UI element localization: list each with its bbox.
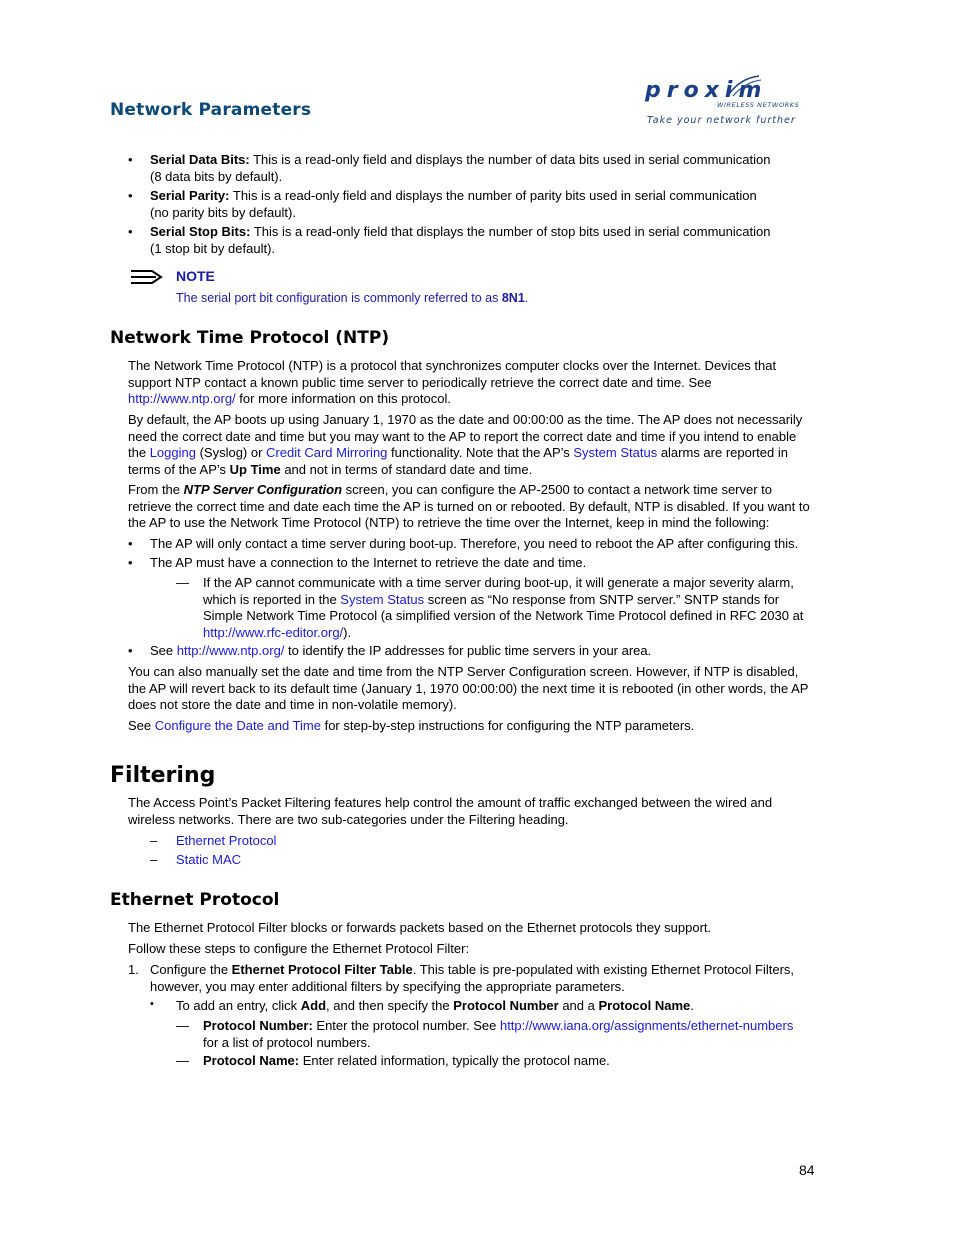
bullet-icon: • — [128, 536, 133, 551]
credit-card-mirroring-link[interactable]: Credit Card Mirroring — [266, 445, 388, 460]
em-dash-marker: — — [176, 1018, 189, 1033]
ethernet-paragraph-2: Follow these steps to configure the Ethernet Protocol Filter: — [128, 941, 470, 956]
list-item: To add an entry, click Add, and then specify the Protocol Number and a Protocol Name. — [176, 998, 694, 1013]
bullet-icon: • — [150, 998, 154, 1010]
system-status-link[interactable]: System Status — [573, 445, 658, 460]
sub-list-item: If the AP cannot communicate with a time server during boot-up, it will generate a major severity alarm, which is reported in the System Status screen as “No response from SNTP server.” SNTP stands for Simple Network Time Protocol (a simplified version of the Network Time Protocol defined in RFC 2030 at http://www.rfc-editor.org/). — [203, 575, 804, 640]
configure-date-time-link[interactable]: Configure the Date and Time — [154, 718, 321, 733]
iana-ethernet-numbers-link[interactable]: http://www.iana.org/assignments/ethernet-numbers — [499, 1018, 794, 1033]
em-dash-marker: — — [176, 1053, 189, 1068]
ntp-paragraph-1: The Network Time Protocol (NTP) is a protocol that synchronizes computer clocks over the Internet. Devices that support NTP contact a known public time server to periodically retrieve the correct date and time. See http://www.ntp.org/ for more information on this protocol. — [128, 358, 777, 406]
sub-list-item: Protocol Name: Enter related information, typically the protocol name. — [203, 1053, 610, 1068]
ntp-org-link[interactable]: http://www.ntp.org/ — [128, 391, 236, 406]
ntp-paragraph-3: From the NTP Server Configuration screen, you can configure the AP-2500 to contact a network time server to retrieve the correct time and date each time the AP is turned on or rebooted. By default, NTP is disabled. If you want to the AP to use the Network Time Protocol (NTP) to retrieve the time over the Internet, keep in mind the following: — [128, 482, 810, 530]
logo-swoosh-icon — [725, 74, 765, 98]
term: Serial Stop Bits: — [150, 224, 251, 239]
dash-marker: – — [150, 852, 158, 867]
desc: This is a read-only field and displays the number of data bits used in serial communication — [253, 152, 771, 167]
system-status-link[interactable]: System Status — [340, 591, 425, 607]
ethernet-protocol-heading: Ethernet Protocol — [110, 890, 280, 910]
bullet-icon: • — [128, 224, 133, 239]
note-arrow-icon — [130, 268, 164, 286]
step-number: 1. — [128, 962, 139, 977]
dash-marker: – — [150, 833, 158, 848]
ntp-heading: Network Time Protocol (NTP) — [110, 328, 390, 348]
logging-link[interactable]: Logging — [149, 445, 196, 460]
list-item — [150, 224, 770, 257]
bullet-icon: • — [128, 643, 133, 658]
em-dash-marker: — — [176, 575, 189, 590]
term: Serial Data Bits: — [150, 152, 250, 167]
desc: This is a read-only field that displays the number of stop bits used in serial communication — [253, 224, 771, 239]
list-item: See http://www.ntp.org/ to identify the IP addresses for public time servers in your area. — [150, 643, 652, 658]
filtering-heading: Filtering — [110, 763, 216, 788]
bullet-icon: • — [128, 152, 133, 167]
logo-tagline: Take your network further — [647, 115, 796, 126]
sub-list-item: Protocol Number: Enter the protocol number. See http://www.iana.org/assignments/ethernet-numbers for a list of protocol numbers. — [203, 1018, 794, 1050]
rfc-editor-link[interactable]: http://www.rfc-editor.org/ — [203, 624, 344, 640]
static-mac-link[interactable]: Static MAC — [176, 852, 242, 867]
desc-cont: (8 data bits by default). — [150, 168, 283, 184]
ethernet-paragraph-1: The Ethernet Protocol Filter blocks or forwards packets based on the Ethernet protocols they support. — [128, 920, 712, 935]
list-item: The AP must have a connection to the Internet to retrieve the date and time. — [150, 555, 587, 570]
logo-subtitle: WIRELESS NETWORKS — [717, 101, 800, 109]
filtering-paragraph: The Access Point’s Packet Filtering features help control the amount of traffic exchanged between the wired and wireless networks. There are two sub-categories under the Filtering heading. — [128, 795, 773, 827]
bullet-icon: • — [128, 555, 133, 570]
page-number: 84 — [799, 1162, 815, 1178]
ntp-paragraph-4: You can also manually set the date and time from the NTP Server Configuration screen. However, if NTP is disabled, the AP will revert back to its default time (January 1, 1970 00:00:00) the next time it is rebooted (in other words, the AP does not store the date and time in non-volatile memory). — [128, 664, 809, 712]
term: Serial Parity: — [150, 188, 230, 203]
bullet-icon: • — [128, 188, 133, 203]
note-text: The serial port bit configuration is commonly referred to as 8N1. — [176, 291, 529, 305]
note-label: NOTE — [176, 268, 215, 284]
proxim-logo — [645, 74, 815, 130]
desc: This is a read-only field and displays the number of parity bits used in serial communication — [232, 188, 757, 203]
desc-cont: (1 stop bit by default). — [150, 240, 276, 256]
list-item: The AP will only contact a time server during boot-up. Therefore, you need to reboot the AP after configuring this. — [150, 536, 799, 551]
desc-cont: (no parity bits by default). — [150, 204, 296, 220]
section-title: Network Parameters — [110, 100, 312, 120]
ntp-paragraph-5: See Configure the Date and Time for step-by-step instructions for configuring the NTP parameters. — [128, 718, 695, 733]
step-item: Configure the Ethernet Protocol Filter Table. This table is pre-populated with existing Ethernet Protocol Filters, however, you may enter additional filters by specifying the appropriate parameters. — [150, 962, 795, 994]
ethernet-protocol-link[interactable]: Ethernet Protocol — [176, 833, 277, 848]
logo-wordmark: proxim — [645, 78, 768, 103]
ntp-paragraph-2: By default, the AP boots up using January 1, 1970 as the date and 00:00:00 as the time. The AP does not necessarily need the correct date and time but you may want to the AP to report the correct date and time if you intend to enable the Logging (Syslog) or Credit Card Mirroring functionality. Note that the AP’s System Status alarms are reported in terms of the AP’s Up Time and not in terms of standard date and time. — [128, 412, 803, 477]
list-item — [150, 188, 757, 221]
note-bold: 8N1 — [501, 291, 525, 305]
ntp-org-link[interactable]: http://www.ntp.org/ — [176, 643, 285, 658]
list-item — [150, 152, 770, 185]
